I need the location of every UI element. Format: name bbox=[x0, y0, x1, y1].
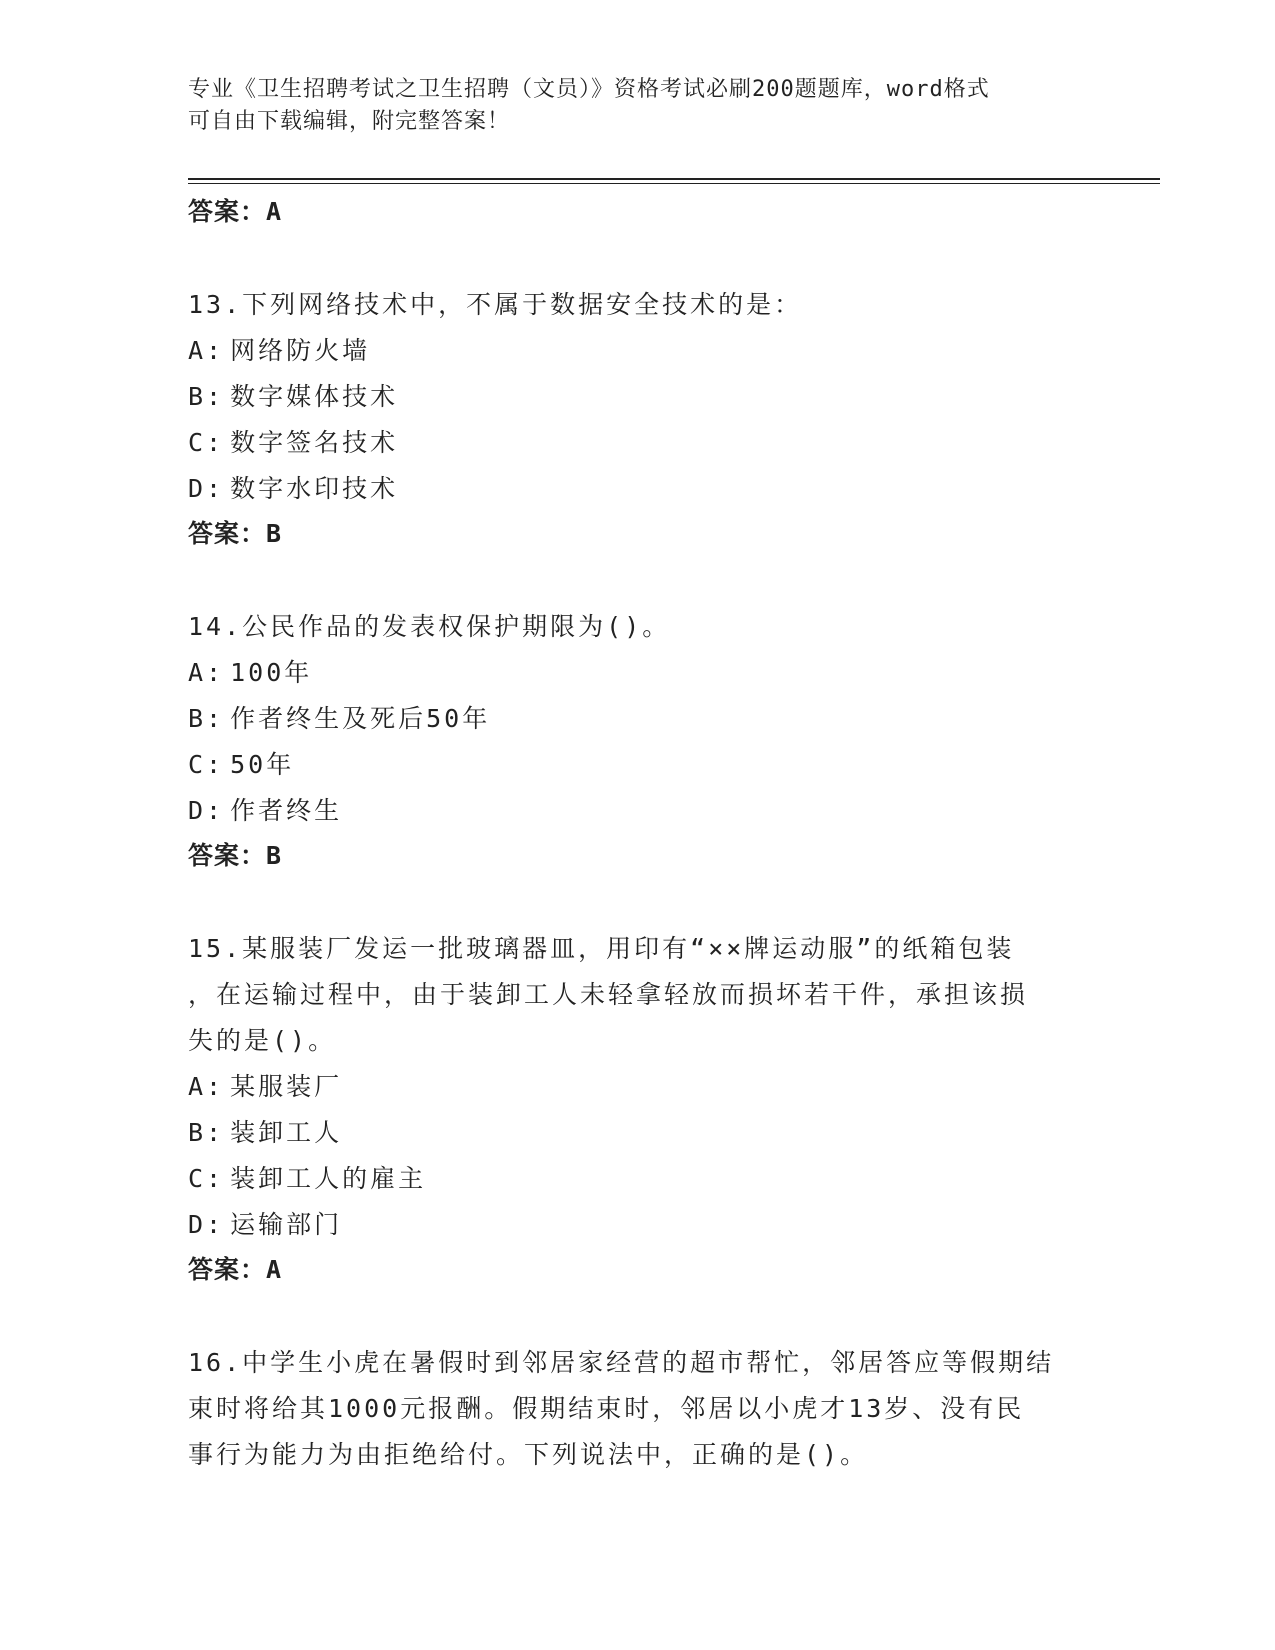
question-block bbox=[188, 926, 1088, 1292]
previous-answer: 答案：A bbox=[188, 197, 283, 226]
option-text: 某服装厂 bbox=[230, 1072, 343, 1101]
questions-container bbox=[188, 282, 1088, 1478]
option-key: A: bbox=[188, 1072, 225, 1101]
option-text: 运输部门 bbox=[230, 1210, 343, 1239]
option-text: 装卸工人 bbox=[230, 1118, 343, 1147]
answer-option bbox=[188, 788, 1088, 834]
question-stem-line: 失的是()。 bbox=[188, 1026, 337, 1055]
question-answer: 答案：B bbox=[188, 841, 283, 870]
answer-option bbox=[188, 420, 1088, 466]
option-key: A: bbox=[188, 658, 225, 687]
question-stem-line: ，在运输过程中，由于装卸工人未轻拿轻放而损坏若干件，承担该损 bbox=[188, 980, 1029, 1009]
option-text: 数字签名技术 bbox=[230, 428, 399, 457]
header-divider-thick bbox=[188, 178, 1160, 180]
question-block bbox=[188, 282, 1088, 556]
option-text: 50年 bbox=[230, 750, 295, 779]
question-answer: 答案：A bbox=[188, 1255, 283, 1284]
question-stem-line: 16.中学生小虎在暑假时到邻居家经营的超市帮忙，邻居答应等假期结 bbox=[188, 1348, 1055, 1377]
option-key: C: bbox=[188, 1164, 225, 1193]
option-text: 数字水印技术 bbox=[230, 474, 399, 503]
answer-option bbox=[188, 1064, 1088, 1110]
question-answer: 答案：B bbox=[188, 519, 283, 548]
option-text: 作者终生 bbox=[230, 796, 343, 825]
question-block bbox=[188, 604, 1088, 878]
option-key: B: bbox=[188, 704, 225, 733]
question-list bbox=[188, 190, 1088, 1526]
question-stem-line: 事行为能力为由拒绝给付。下列说法中，正确的是()。 bbox=[188, 1440, 869, 1469]
option-key: D: bbox=[188, 474, 225, 503]
header-divider-thin bbox=[188, 183, 1160, 184]
answer-option bbox=[188, 1156, 1088, 1202]
answer-option bbox=[188, 374, 1088, 420]
option-key: D: bbox=[188, 796, 225, 825]
header-line-1: 专业《卫生招聘考试之卫生招聘（文员）》资格考试必刷200题题库，word格式 bbox=[188, 77, 990, 102]
option-key: C: bbox=[188, 428, 225, 457]
option-text: 网络防火墙 bbox=[230, 336, 371, 365]
header-line-2: 可自由下载编辑，附完整答案！ bbox=[188, 109, 511, 134]
answer-option bbox=[188, 742, 1088, 788]
question-block bbox=[188, 1340, 1088, 1478]
answer-option bbox=[188, 328, 1088, 374]
option-text: 作者终生及死后50年 bbox=[230, 704, 491, 733]
answer-option bbox=[188, 466, 1088, 512]
option-text: 数字媒体技术 bbox=[230, 382, 399, 411]
document-header bbox=[188, 74, 1088, 138]
answer-option bbox=[188, 1110, 1088, 1156]
option-key: B: bbox=[188, 382, 225, 411]
question-stem-line: 13.下列网络技术中，不属于数据安全技术的是： bbox=[188, 290, 803, 319]
question-stem-line: 15.某服装厂发运一批玻璃器皿，用印有“××牌运动服”的纸箱包装 bbox=[188, 934, 1015, 963]
question-stem-line: 束时将给其1000元报酬。假期结束时，邻居以小虎才13岁、没有民 bbox=[188, 1394, 1025, 1423]
answer-option bbox=[188, 1202, 1088, 1248]
option-key: D: bbox=[188, 1210, 225, 1239]
answer-option bbox=[188, 696, 1088, 742]
option-key: B: bbox=[188, 1118, 225, 1147]
option-text: 100年 bbox=[230, 658, 313, 687]
answer-option bbox=[188, 650, 1088, 696]
option-key: C: bbox=[188, 750, 225, 779]
question-stem-line: 14.公民作品的发表权保护期限为()。 bbox=[188, 612, 671, 641]
option-key: A: bbox=[188, 336, 225, 365]
option-text: 装卸工人的雇主 bbox=[230, 1164, 427, 1193]
